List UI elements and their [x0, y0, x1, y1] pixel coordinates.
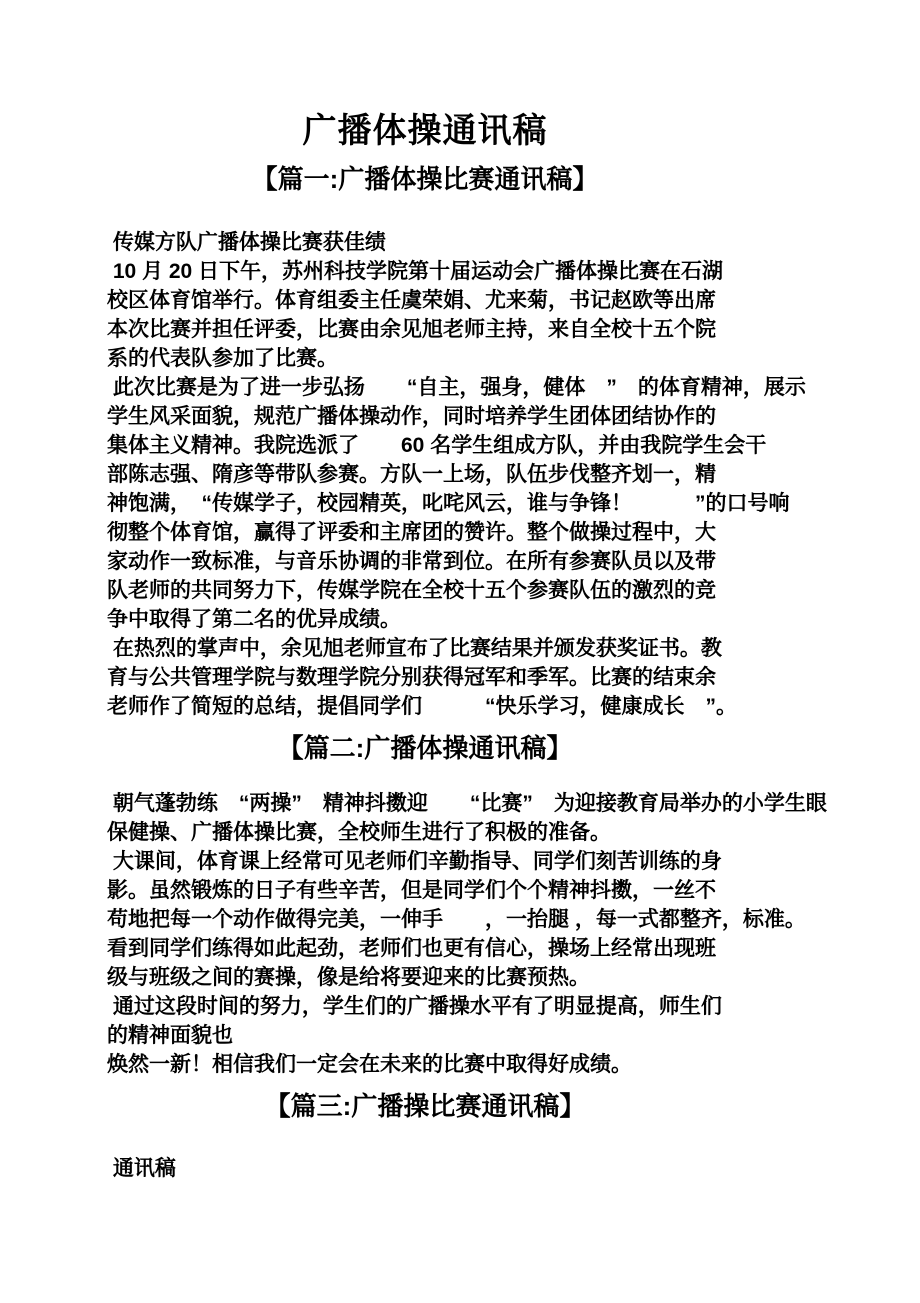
- text-line: 集体主义精神。我院选派了 60 名学生组成方队，并由我院学生会干: [107, 434, 767, 457]
- document-title: 广播体操通讯稿: [302, 112, 548, 150]
- text-line: 此次比赛是为了进一步弘扬 “自主，强身，健体 ” 的体育精神，展示: [107, 376, 806, 399]
- text-line: 队老师的共同努力下，传媒学院在全校十五个参赛队伍的激烈的竞: [107, 579, 716, 602]
- section-three: [0, 1087, 850, 1183]
- text-line: 朝气蓬勃练 “两操” 精神抖擞迎 “比赛” 为迎接教育局举办的小学生眼: [107, 792, 827, 815]
- section-three-text: [0, 1125, 850, 1183]
- text-line: 争中取得了第二名的优异成绩。: [107, 608, 401, 631]
- section-two-heading: 【篇二:广播体操通讯稿】: [277, 733, 573, 763]
- section-one-text: [0, 228, 850, 721]
- text-line: 影。虽然锻炼的日子有些辛苦，但是同学们个个精神抖擞，一丝不: [107, 879, 716, 902]
- section-one-heading: 【篇一:广播体操比赛通讯稿】: [251, 164, 599, 194]
- section-two-text: [0, 789, 850, 1079]
- text-line: 通讯稿: [107, 1157, 176, 1180]
- text-line: 家动作一致标准，与音乐协调的非常到位。在所有参赛队员以及带: [107, 550, 716, 573]
- text-line: 看到同学们练得如此起劲，老师们也更有信心，操场上经常出现班: [107, 937, 716, 960]
- text-line: 育与公共管理学院与数理学院分别获得冠军和季军。比赛的结束余: [107, 666, 716, 689]
- text-line: 的精神面貌也: [107, 1024, 233, 1047]
- text-line: 通过这段时间的努力，学生们的广播操水平有了明显提高，师生们: [107, 995, 722, 1018]
- text-line: 部陈志强、隋彦等带队参赛。方队一上场，队伍步伐整齐划一，精: [107, 463, 716, 486]
- text-line: 保健操、广播体操比赛，全校师生进行了积极的准备。: [107, 821, 611, 844]
- text-line: 苟地把每一个动作做得完美，一伸手 ，一抬腿 ，每一式都整齐，标准。: [107, 908, 806, 931]
- text-line: 本次比赛并担任评委，比赛由余见旭老师主持，来自全校十五个院: [107, 318, 716, 341]
- section-two: [0, 729, 850, 1079]
- section-three-heading: 【篇三:广播操比赛通讯稿】: [264, 1091, 586, 1121]
- text-line: 大课间，体育课上经常可见老师们辛勤指导、同学们刻苦训练的身: [107, 850, 722, 873]
- text-line: 神饱满， “传媒学子，校园精英，叱咤风云，谁与争锋！ ”的口号响: [107, 492, 790, 515]
- text-line: 传媒方队广播体操比赛获佳绩: [107, 231, 386, 254]
- text-line: 10 月 20 日下午，苏州科技学院第十届运动会广播体操比赛在石湖: [107, 260, 724, 283]
- text-line: 校区体育馆举行。体育组委主任虞荣娟、尤来菊，书记赵欧等出席: [107, 289, 716, 312]
- text-line: 学生风采面貌，规范广播体操动作，同时培养学生团体团结协作的: [107, 405, 716, 428]
- text-line: 级与班级之间的赛操，像是给将要迎来的比赛预热。: [107, 966, 590, 989]
- text-line: 老师作了简短的总结，提倡同学们 “快乐学习，健康成长 ”。: [107, 695, 737, 718]
- text-line: 系的代表队参加了比赛。: [107, 347, 338, 370]
- section-one: [0, 160, 850, 721]
- text-line: [107, 1125, 850, 1154]
- text-line: 彻整个体育馆，赢得了评委和主席团的赞许。整个做操过程中，大: [107, 521, 716, 544]
- text-line: 焕然一新！相信我们一定会在未来的比赛中取得好成绩。: [107, 1053, 632, 1076]
- text-line: 在热烈的掌声中，余见旭老师宣布了比赛结果并颁发获奖证书。教: [107, 637, 722, 660]
